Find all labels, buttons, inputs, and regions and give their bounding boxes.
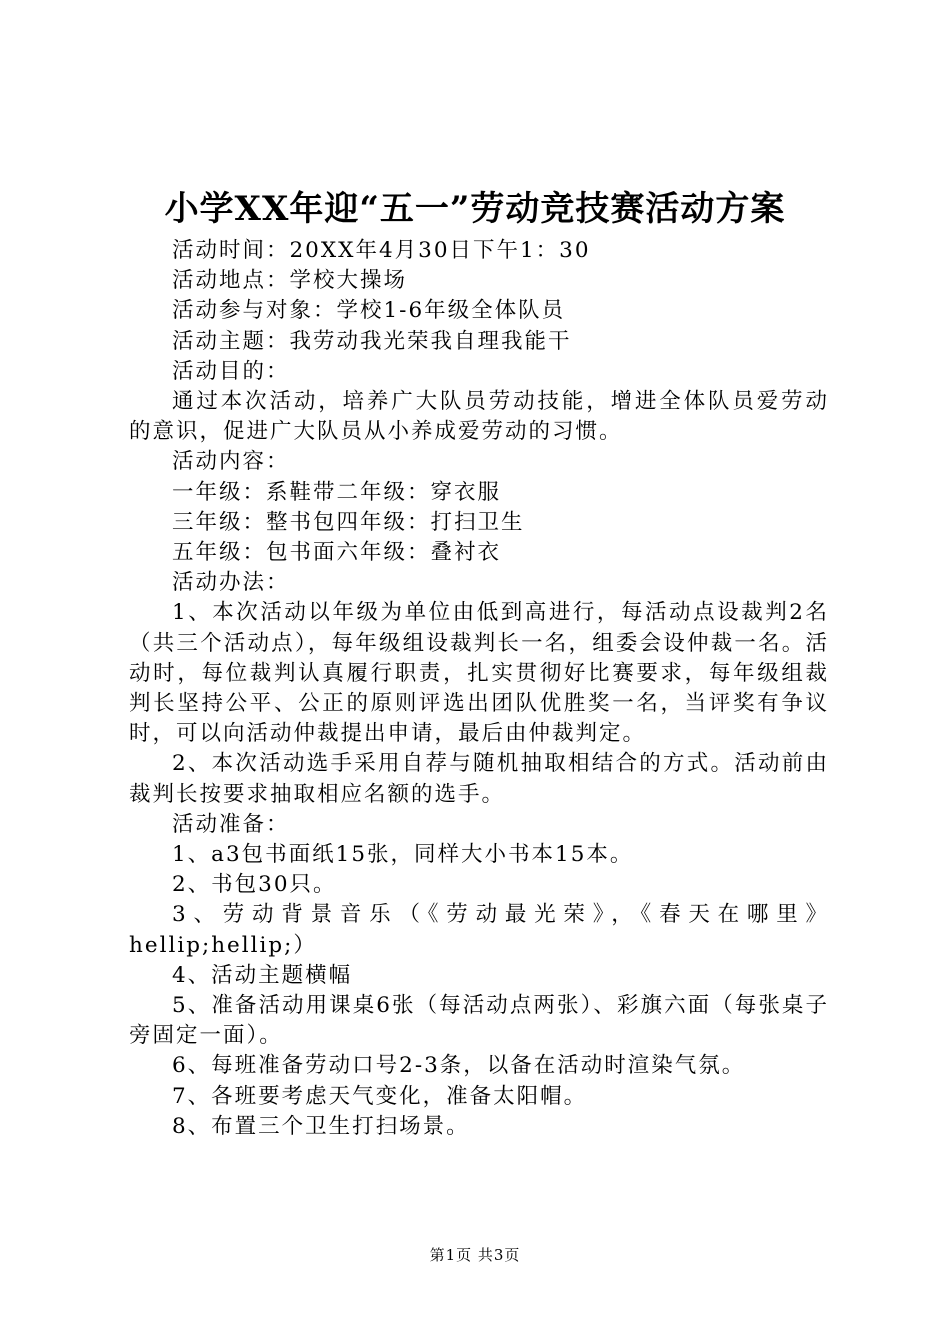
heading-preparation: 活动准备： xyxy=(172,811,290,837)
paragraph-grade-3-4: 三年级：整书包四年级：打扫卫生 xyxy=(172,509,525,535)
paragraph-theme: 活动主题：我劳动我光荣我自理我能干 xyxy=(172,328,572,354)
document-body xyxy=(129,236,829,1142)
paragraph-prep-6: 6、每班准备劳动口号2-3条，以备在活动时渲染气氛。 xyxy=(172,1053,746,1079)
heading-content: 活动内容： xyxy=(172,449,290,475)
paragraph-prep-1: 1、a3包书面纸15张，同样大小书本15本。 xyxy=(172,842,634,868)
paragraph-prep-7: 7、各班要考虑天气变化，准备太阳帽。 xyxy=(172,1083,588,1109)
document-title: 小学XX年迎“五一”劳动竞技赛活动方案 xyxy=(164,189,786,229)
paragraph-prep-4: 4、活动主题横幅 xyxy=(172,962,353,988)
paragraph-participants: 活动参与对象：学校1-6年级全体队员 xyxy=(172,298,566,324)
paragraph-activity-time: 活动时间：20XX年4月30日下午1：30 xyxy=(172,238,591,263)
heading-purpose: 活动目的： xyxy=(172,358,290,384)
paragraph-prep-2: 2、书包30只。 xyxy=(172,872,337,898)
paragraph-prep-3: 3、劳动背景音乐（《劳动最光荣》，《春天在哪里》hellip;hellip;） xyxy=(129,902,829,958)
heading-method: 活动办法： xyxy=(172,570,290,596)
paragraph-method-1: 1、本次活动以年级为单位由低到高进行，每活动点设裁判2名（共三个活动点），每年级组设裁判长一名，组委会设仲裁一名。活动时，每位裁判认真履行职责，扎实贯彻好比赛要求，每年级组裁判长坚持公平、公正的原则评选出团队优胜奖一名，当评奖有争议时，可以向活动仲裁提出申请，最后由仲裁判定。 xyxy=(129,600,829,747)
page-indicator: 第1页 共3页 xyxy=(429,1246,521,1264)
paragraph-purpose: 通过本次活动，培养广大队员劳动技能，增进全体队员爱劳动的意识，促进广大队员从小养成爱劳动的习惯。 xyxy=(129,389,829,445)
paragraph-activity-location: 活动地点：学校大操场 xyxy=(172,268,408,294)
paragraph-prep-8: 8、布置三个卫生打扫场景。 xyxy=(172,1113,470,1139)
paragraph-grade-5-6: 五年级：包书面六年级：叠衬衣 xyxy=(172,540,502,566)
paragraph-grade-1-2: 一年级：系鞋带二年级：穿衣服 xyxy=(172,479,502,505)
paragraph-prep-5: 5、准备活动用课桌6张（每活动点两张）、彩旗六面（每张桌子旁固定一面）。 xyxy=(129,993,829,1049)
paragraph-method-2: 2、本次活动选手采用自荐与随机抽取相结合的方式。活动前由裁判长按要求抽取相应名额的选手。 xyxy=(129,751,829,807)
